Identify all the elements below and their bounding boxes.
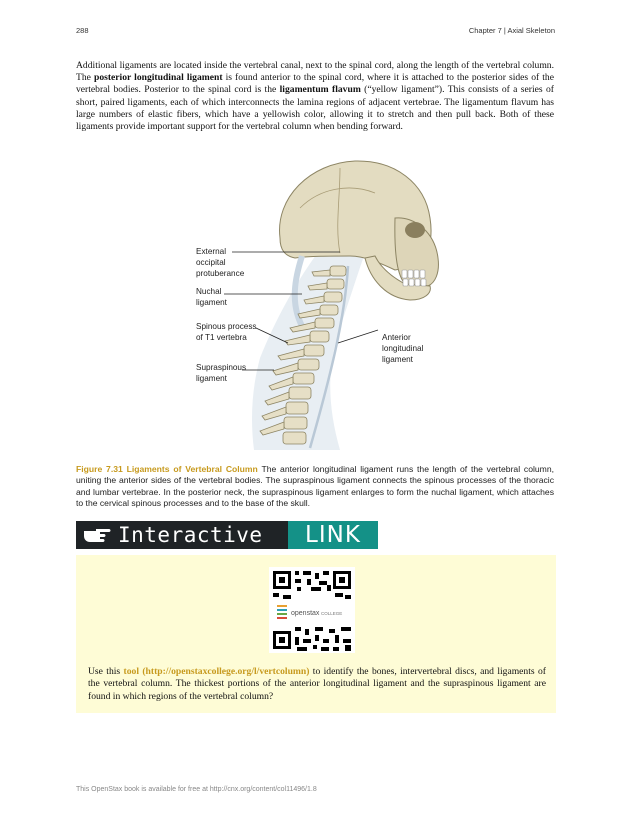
figure-caption-text: The anterior longitudinal ligament runs the length of the vertebral column, uniting the anterior sides of the vertebral bodies. The supraspinous ligament connects the spinous processes of the thoracic and lumbar vertebrae. In the posterior neck, the supraspinous ligament enlarges to form the nuchal ligament, which attaches to the cervical spinous processes and to the base of the skull.: [76, 464, 554, 509]
pointing-hand-icon: [82, 525, 112, 545]
interactive-link-banner: [76, 521, 378, 549]
term-ligamentum-flavum: ligamentum flavum: [279, 84, 361, 96]
body-text-1: Additional ligaments are located inside the vertebral canal, next to the spinal cord, along the length of the vertebral column. The: [76, 60, 554, 84]
label-anterior-longitudinal-3: ligament: [382, 355, 413, 364]
interactive-link-text: [88, 666, 546, 703]
page-number: 288: [76, 26, 89, 35]
vertebral-ligaments-figure: [190, 158, 450, 450]
interactive-word: Interactive: [118, 523, 263, 547]
qr-code-icon: [269, 567, 355, 653]
openstax-brand-sub: COLLEGE: [321, 611, 343, 616]
chapter-title: Chapter 7 | Axial Skeleton: [468, 26, 555, 35]
page-footer: This OpenStax book is available for free at http://cnx.org/content/col11496/1.8: [76, 786, 317, 793]
label-spinous-process-1: Spinous process: [196, 322, 257, 331]
qr-code[interactable]: [269, 567, 355, 653]
label-spinous-process-2: of T1 vertebra: [196, 333, 247, 342]
openstax-brand: openstax: [291, 610, 320, 617]
term-posterior-longitudinal-ligament: posterior longitudinal ligament: [93, 72, 223, 84]
vertcolumn-tool-link[interactable]: tool (http://openstaxcollege.org/l/vertcolumn): [123, 666, 310, 677]
skull-spine-illustration: [190, 158, 450, 450]
link-word: LINK: [288, 521, 378, 549]
orbit: [405, 222, 425, 238]
interactive-banner-left: [76, 521, 288, 549]
label-nuchal-ligament-2: ligament: [196, 298, 227, 307]
label-external-occipital-protuberance-1: External: [196, 247, 227, 256]
label-nuchal-ligament-1: Nuchal: [196, 287, 222, 296]
label-anterior-longitudinal-1: Anterior: [382, 333, 411, 342]
interactive-link-box: [76, 555, 556, 713]
body-text-2: is found anterior to the spinal cord, where it is attached to the posterior sides of the vertebral bodies. Posterior to the spinal cord is the: [76, 72, 554, 96]
interactive-text-a: Use this: [88, 666, 124, 677]
label-anterior-longitudinal-2: longitudinal: [382, 344, 424, 353]
interactive-text-b: to identify the bones, intervertebral discs, and ligaments of the vertebral column. The thickest portions of the anterior longitudinal ligament and the supraspinous ligament are found in which regions of the vertebral column?: [88, 666, 546, 702]
figure-caption-title: Figure 7.31 Ligaments of Vertebral Column: [76, 464, 258, 474]
body-text-3: (“yellow ligament”). This consists of a series of short, paired ligaments, each of which interconnects the lamina regions of adjacent vertebrae. The ligamentum flavum has large numbers of elastic fibers, which have a yellowish color, allowing it to stretch and then pull back. Both of these ligaments provide important support for the vertebral column when bending forward.: [76, 84, 554, 133]
label-supraspinous-ligament-2: ligament: [196, 374, 227, 383]
label-external-occipital-protuberance-2: occipital: [196, 258, 226, 267]
label-supraspinous-ligament-1: Supraspinous: [196, 363, 247, 372]
label-external-occipital-protuberance-3: protuberance: [196, 269, 245, 278]
figure-caption: [76, 464, 554, 510]
body-paragraph: [76, 60, 554, 133]
